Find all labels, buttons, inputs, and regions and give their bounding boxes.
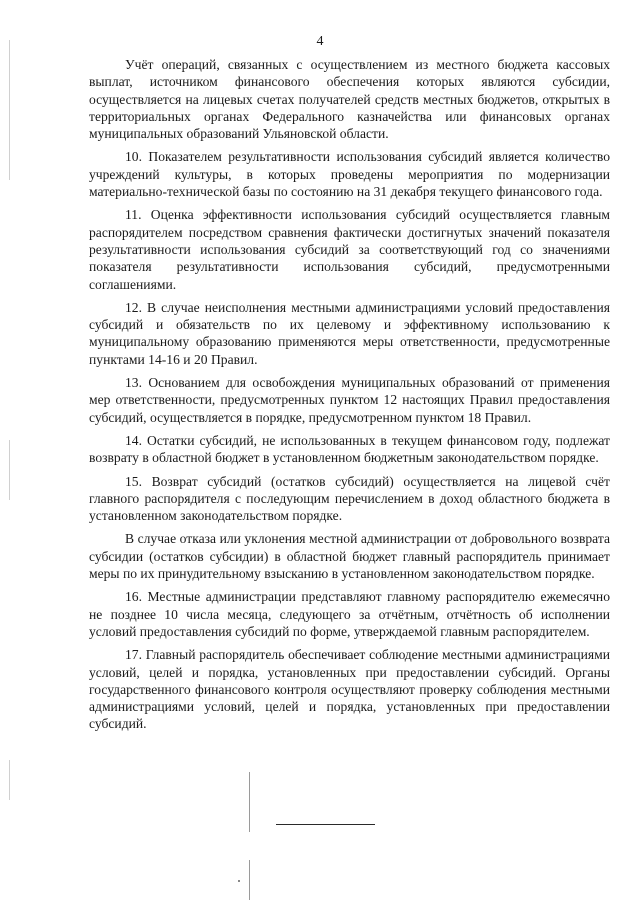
paragraph-11: 11. Оценка эффективности использования субсидий осуществляется главным распорядителем посредством сравнения фактически достигнутых значений показателя результативности использования субсидий за соответствующий год со значениями показателя результативности использования субсидий, предусмотренными соглашениями. — [89, 207, 610, 292]
scan-artifact — [249, 860, 250, 900]
paragraph-15-refusal: В случае отказа или уклонения местной администрации от добровольного возврата субсидии (остатков субсидии) в областной бюджет главный распорядитель принимает меры по их принудительному взысканию в установленном законодательством порядке. — [89, 531, 610, 582]
paragraph-15: 15. Возврат субсидий (остатков субсидий) осуществляется на лицевой счёт главного распорядителя с последующим перечислением в доход областного бюджета в установленном законодательством порядке. — [89, 473, 610, 524]
paragraph-17: 17. Главный распорядитель обеспечивает соблюдение местными администрациями условий, целей и порядка, установленных при предоставлении субсидий. Органы государственного финансового контроля осуществляют проверку соблюдения местными администрациями условий, целей и порядка, установленных при предоставлении субсидий. — [89, 647, 610, 732]
scan-artifact — [238, 880, 240, 882]
paragraph-accounting: Учёт операций, связанных с осуществлением из местного бюджета кассовых выплат, источником финансового обеспечения которых являются субсидии, осуществляется на лицевых счетах получателей средств местных бюджетов, открытых в территориальных органах Федерального казначейства или финансовых органах муниципальных образований Ульяновской области. — [89, 57, 610, 142]
paragraph-13: 13. Основанием для освобождения муниципальных образований от применения мер ответственности, предусмотренных пунктом 12 настоящих Правил предоставления субсидий, осуществляется в порядке, предусмотренном пунктом 18 Правил. — [89, 375, 610, 425]
paragraph-10: 10. Показателем результативности использования субсидий является количество учреждений культуры, в которых проведены мероприятия по модернизации материально-технической базы по состоянию на 31 декабря текущего финансового года. — [89, 149, 610, 200]
document-body — [89, 56, 610, 739]
scan-artifact — [9, 440, 10, 500]
paragraph-14: 14. Остатки субсидий, не использованных в текущем финансовом году, подлежат возврату в областной бюджет в установленном бюджетным законодательством порядке. — [89, 432, 610, 466]
page-number: 4 — [316, 34, 324, 49]
scan-artifact — [249, 772, 250, 832]
scan-artifact — [9, 40, 10, 180]
paragraph-16: 16. Местные администрации представляют главному распорядителю ежемесячно не позднее 10 числа месяца, следующего за отчётным, отчётность об исполнении условий предоставления субсидий по форме, утверждаемой главным распорядителем. — [89, 589, 610, 639]
closing-rule — [276, 824, 375, 825]
scan-artifact — [9, 760, 10, 800]
paragraph-12: 12. В случае неисполнения местными администрациями условий предоставления субсидий и обязательств по их целевому и эффективному использованию к муниципальному образованию применяются меры ответственности, предусмотренные пунктами 14-16 и 20 Правил. — [89, 299, 610, 367]
